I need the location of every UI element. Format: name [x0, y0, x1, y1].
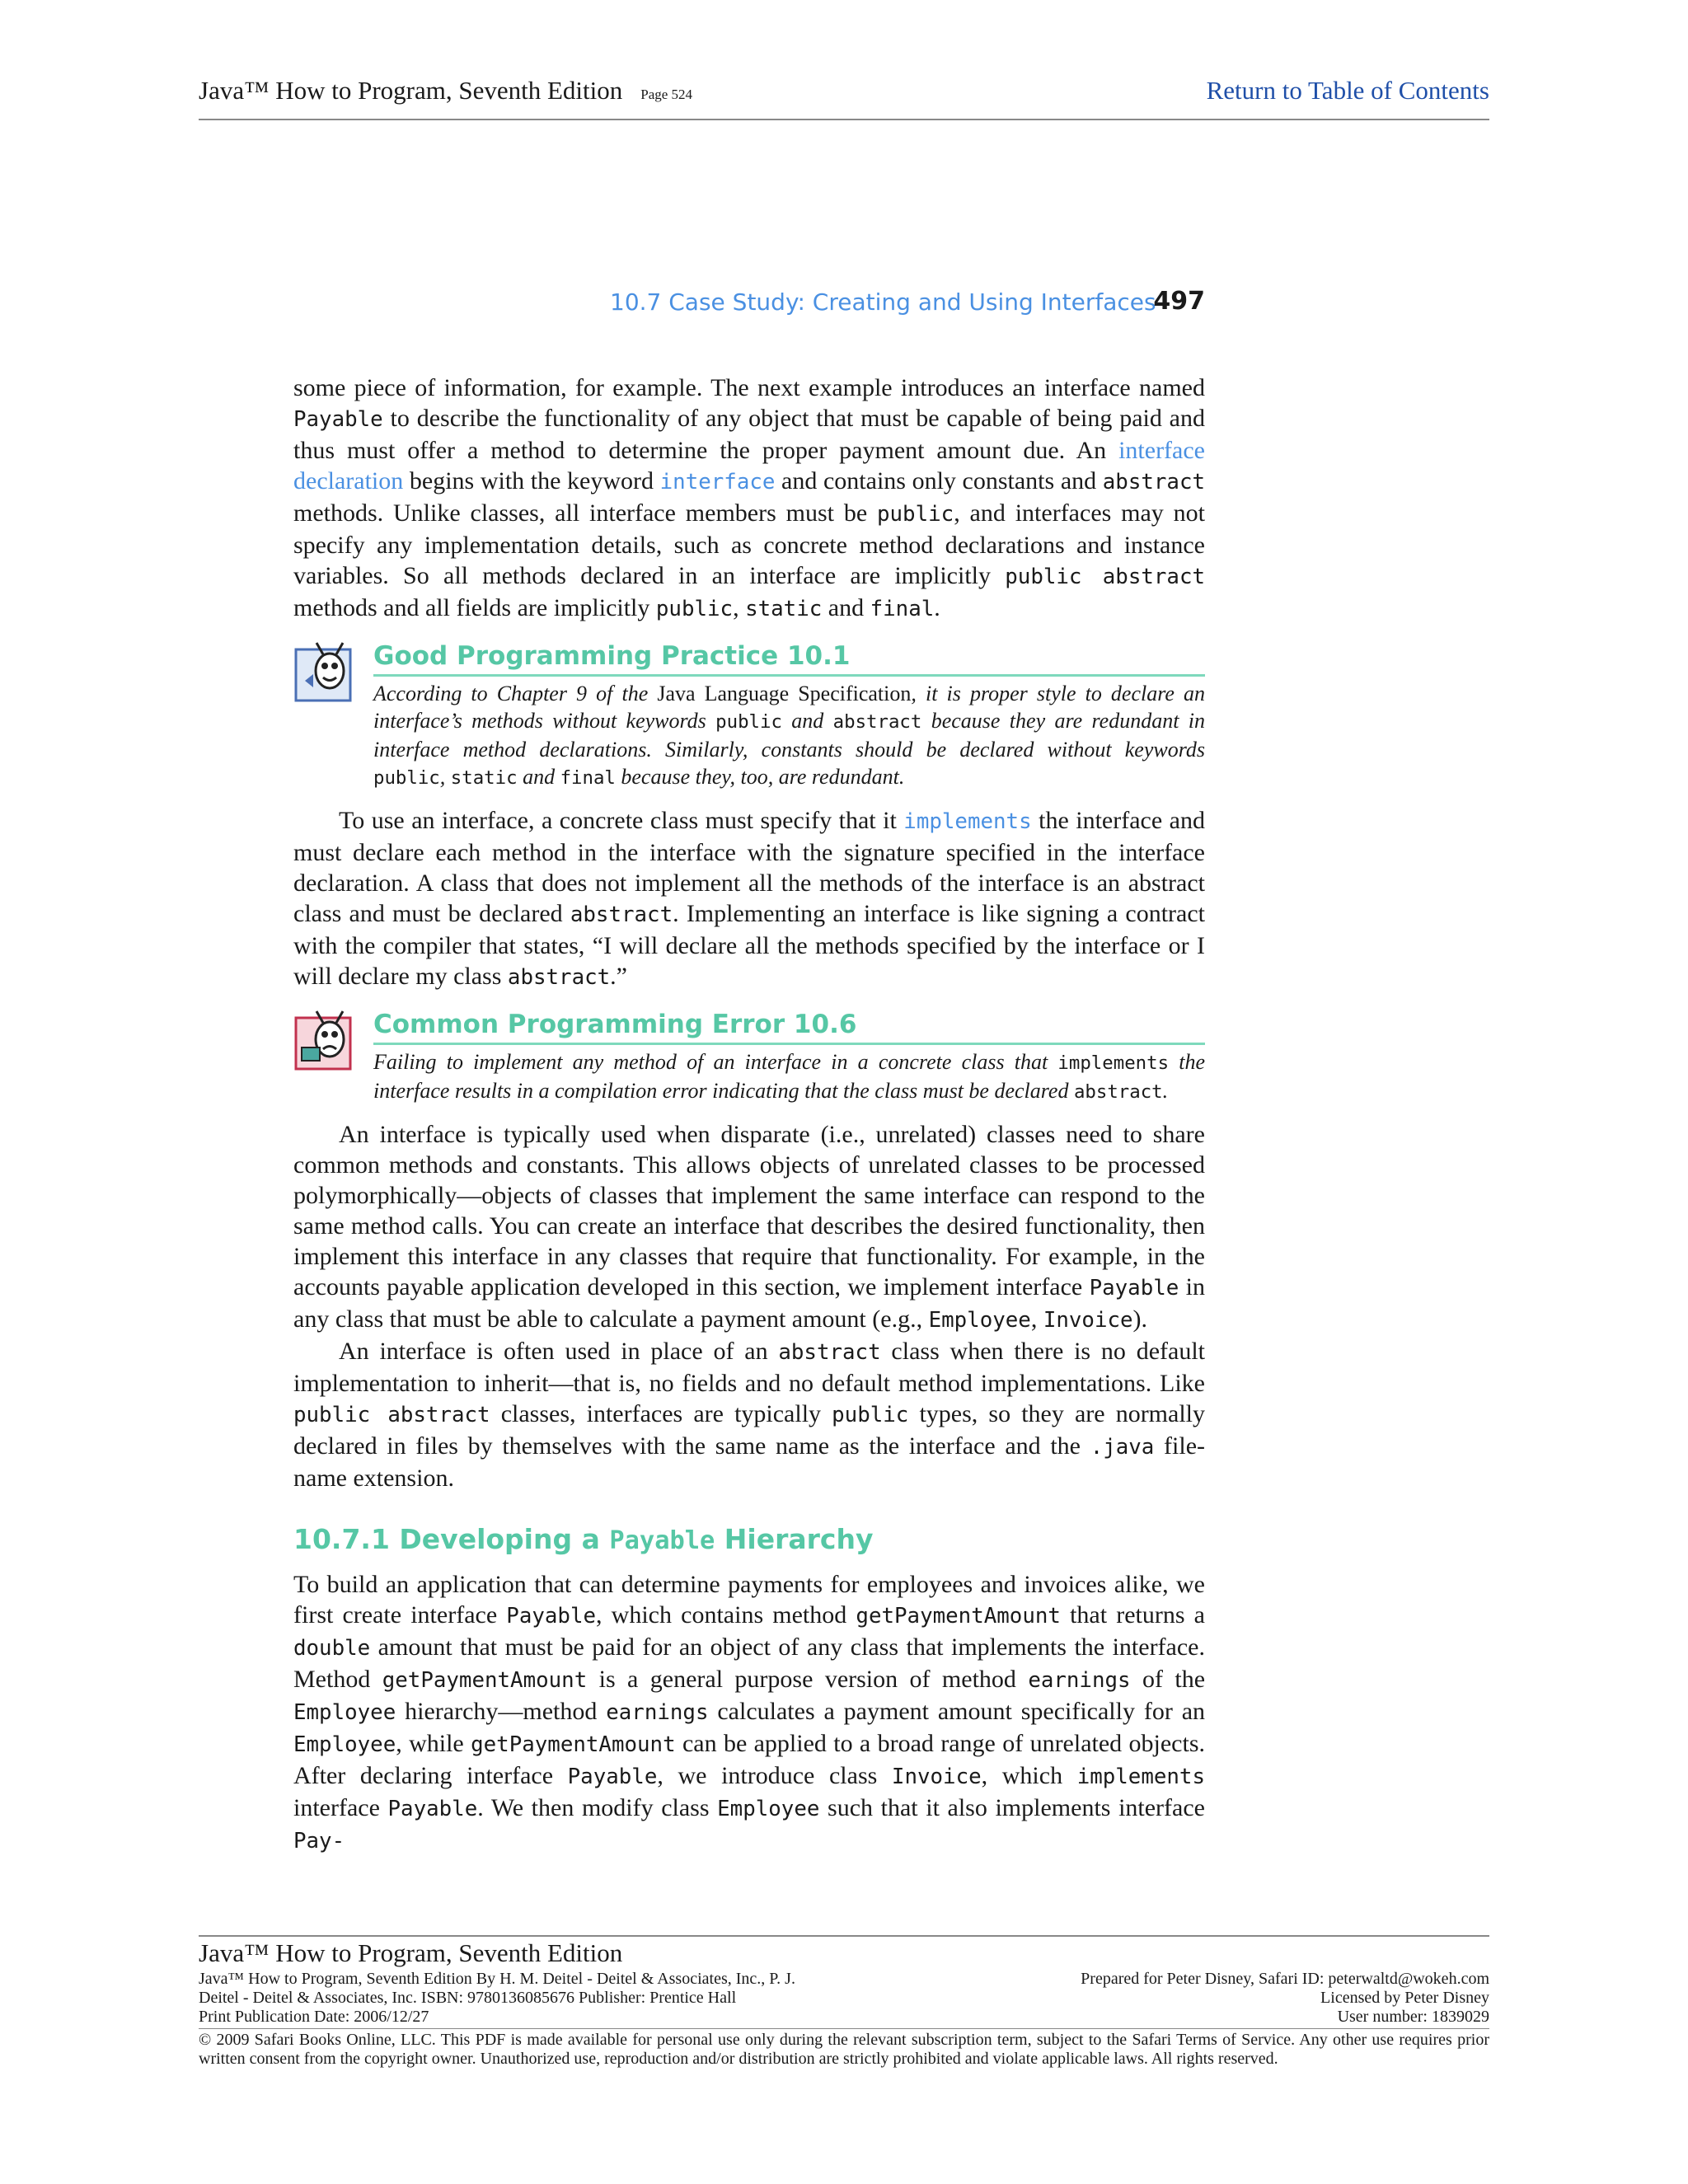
footer-line1-right: Prepared for Peter Disney, Safari ID: peterwaltd@wokeh.com — [1081, 1970, 1489, 1988]
footer-line1-left: Java™ How to Program, Seventh Edition By H. M. Deitel - Deitel & Associates, Inc., P. J. — [199, 1970, 795, 1988]
paragraph-2: To use an interface, a concrete class must specify that it implements the interface and must declare each method in the interface with the signature specified in the interface declaration. A class that does not implement all the methods of the interface is an abstract class and must be declared abstract. Implementing an interface is like signing a contract with the compiler that states, “I will declare all the methods specified by the interface or I will declare my class abstract.” — [293, 807, 1205, 990]
header-page-label: Page 524 — [640, 87, 693, 102]
safari-footer — [199, 1935, 1489, 2069]
keyword-interface: interface — [659, 470, 776, 494]
term-interface-declaration: interface declaration — [293, 437, 1205, 494]
paragraph-4: An interface is often used in place of an abstract class when there is no default implementation to inherit—that is, no fields and no default method implementations. Like public abstract classes, interfaces are typically public types, so they are normally declared in files by themselves with the same name as the interface and the .java file-name extension. — [293, 1338, 1206, 1492]
footer-copyright: © 2009 Safari Books Online, LLC. This PDF is made available for personal use only during the relevant subscription term, subject to the Safari Terms of Service. Any other use requires prior written consent from the copyright owner. Unauthorized use, reproduction and/or distribution are strictly prohibited and violate applicable laws. All rights reserved. — [199, 2028, 1489, 2069]
tip-text-common-error: Failing to implement any method of an interface in a concrete class that implements the interface results in a compilation error indicating that the class must be declared abstract. — [373, 1050, 1205, 1103]
running-head — [610, 288, 1205, 321]
tip-title-common-error: Common Programming Error 10.6 — [373, 1006, 1205, 1045]
page-content — [293, 373, 1205, 1857]
subsection-heading: 10.7.1 Developing a Payable Hierarchy — [293, 1523, 874, 1555]
running-head-section: 10.7 Case Study: Creating and Using Interfaces — [610, 288, 1156, 316]
footer-line2-left: Deitel - Deitel & Associates, Inc. ISBN: 9780136085676 Publisher: Prentice Hall — [199, 1989, 737, 2007]
tip-title-good-practice: Good Programming Practice 10.1 — [373, 638, 1205, 677]
footer-book-title: Java™ How to Program, Seventh Edition — [199, 1938, 623, 1967]
paragraph-5: To build an application that can determine payments for employees and invoices alike, we first create interface Payable, which contains method getPaymentAmount that returns a double amount that must be paid for an object of any class that implements the interface. Method getPaymentAmount is a general purpose version of method earnings of the Employee hierarchy—method earnings calculates a payment amount specifically for an Employee, while getPaymentAmount can be applied to a broad range of unrelated objects. After declaring interface Payable, we introduce class Invoice, which implements interface Payable. We then modify class Employee such that it also implements interface Pay- — [293, 1571, 1206, 1854]
bug-thumbs-up-icon — [293, 638, 361, 705]
paragraph-1: some piece of information, for example. The next example introduces an interface named Payable to describe the functionality of any object that must be capable of being paid and thus must offer a method to determine the proper payment amount due. An interface declaration begins with the keyword interface and contains only constants and abstract methods. Unlike classes, all interface members must be public, and interfaces may not specify any implementation details, such as concrete method declarations and instance variables. So all methods declared in an interface are implicitly public abstract methods and all fields are implicitly public, static and final. — [293, 374, 1206, 621]
footer-line2-right: Licensed by Peter Disney — [1320, 1989, 1489, 2007]
keyword-implements: implements — [903, 809, 1032, 834]
tip-text-good-practice: According to Chapter 9 of the Java Language Specification, it is proper style to declare an interface’s methods without keywords public and abstract because they are redundant in interface method declarations. Similarly, constants should be declared without keywords public, static and final because they, too, are redundant. — [373, 682, 1205, 789]
header-title-text: Java™ How to Program, Seventh Edition — [199, 76, 623, 105]
common-programming-error-box — [293, 1006, 1205, 1106]
footer-line3-left: Print Publication Date: 2006/12/27 — [199, 2008, 429, 2026]
footer-line3-right: User number: 1839029 — [1337, 2008, 1489, 2026]
safari-header — [199, 76, 1489, 120]
return-to-toc-link[interactable]: Return to Table of Contents — [1206, 76, 1489, 105]
header-book-title — [199, 76, 692, 105]
bug-error-icon — [293, 1006, 361, 1074]
good-programming-practice-box — [293, 638, 1205, 792]
page-number: 497 — [1153, 287, 1205, 316]
paragraph-3: An interface is typically used when disparate (i.e., unrelated) classes need to share common methods and constants. This allows objects of unrelated classes to be processed polymorphically—objects of classes that implement the same interface can respond to the same method calls. You can create an interface that describes the desired functionality, then implement this interface in any classes that require that functionality. For example, in the accounts payable application developed in this section, we implement interface Payable in any class that must be able to calculate a payment amount (e.g., Employee, Invoice). — [293, 1121, 1205, 1333]
